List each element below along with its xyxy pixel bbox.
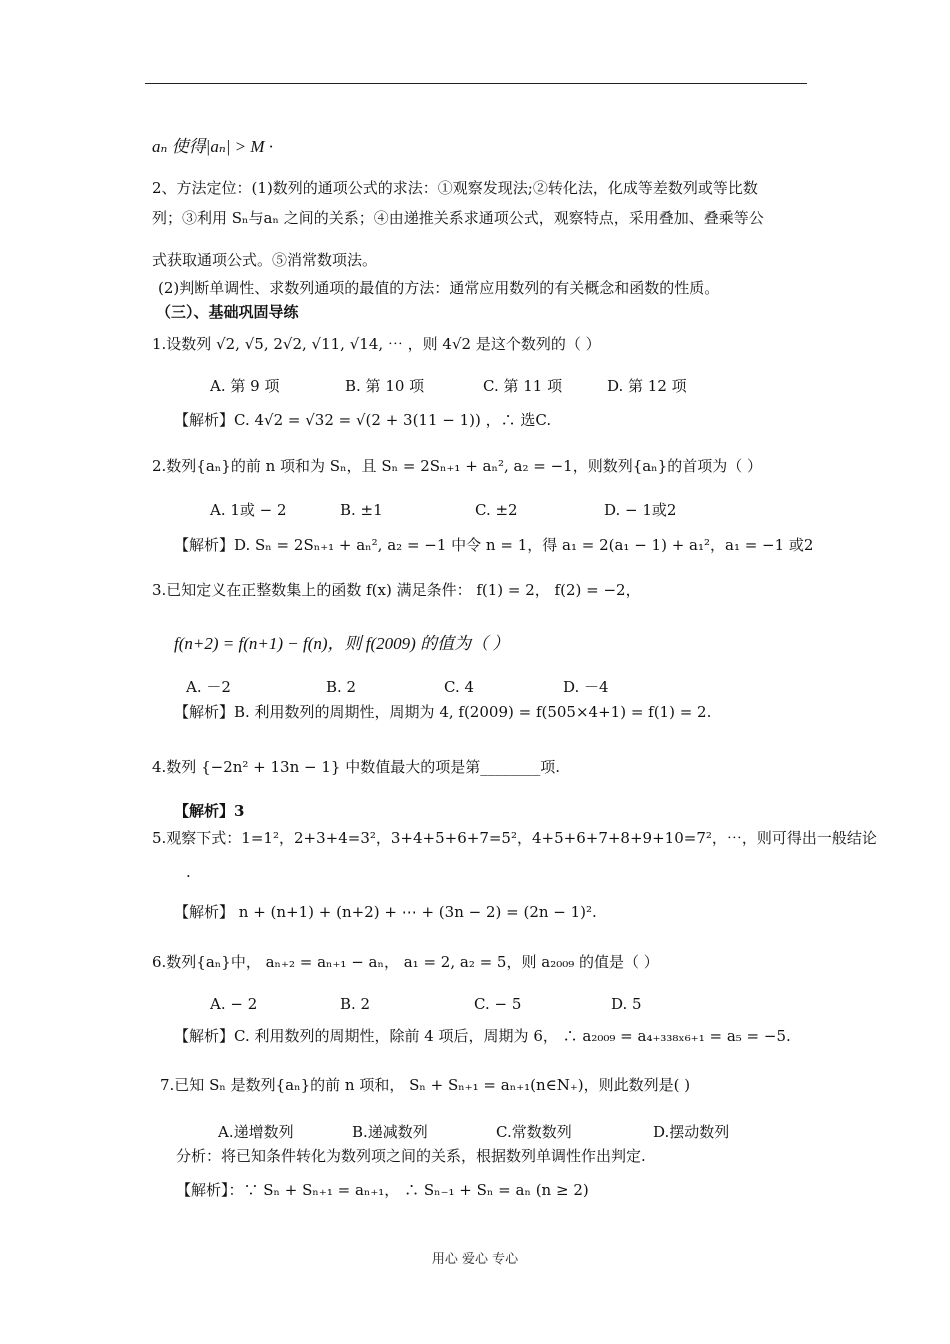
- q7-option-d: D.摆动数列: [653, 1123, 730, 1141]
- section-title: （三）、基础巩固导练: [156, 303, 299, 321]
- q1-option-c: C. 第 11 项: [483, 377, 563, 395]
- q2-option-a: A. 1或 − 2: [210, 501, 287, 519]
- q3-solution: 【解析】B. 利用数列的周期性，周期为 4, f(2009) = f(505×4+1) = f(1) = 2.: [174, 703, 712, 721]
- q3-option-d: D. －4: [563, 678, 609, 696]
- page-footer: 用心 爱心 专心: [431, 1252, 519, 1267]
- q3-option-a: A. －2: [186, 678, 231, 696]
- method-line-2: 列；③利用 Sₙ与aₙ 之间的关系；④由递推关系求通项公式，观察特点，采用叠加、叠乘等公: [152, 209, 764, 227]
- header-rule: [145, 83, 807, 84]
- q7-option-a: A.递增数列: [218, 1123, 294, 1141]
- top-formula: aₙ 使得|aₙ| > M ·: [152, 137, 274, 156]
- question-5-line-1: 5.观察下式：1=1²，2+3+4=3²，3+4+5+6+7=5²，4+5+6+7+8+9+10=7²，⋯，则可得出一般结论: [152, 829, 877, 847]
- q3-option-c: C. 4: [444, 678, 475, 696]
- q7-option-b: B.递减数列: [352, 1123, 428, 1141]
- q1-option-d: D. 第 12 项: [607, 377, 687, 395]
- q1-option-b: B. 第 10 项: [345, 377, 425, 395]
- question-3-line-1: 3.已知定义在正整数集上的函数 f(x) 满足条件： f(1) = 2， f(2) = −2，: [152, 581, 641, 599]
- q6-solution: 【解析】C. 利用数列的周期性，除前 4 项后，周期为 6， ∴ a₂₀₀₉ = a₄₊₃₃₈ₓ₆₊₁ = a₅ = −5.: [174, 1027, 791, 1045]
- question-6: 6.数列{aₙ}中， aₙ₊₂ = aₙ₊₁ − aₙ， a₁ = 2, a₂ = 5，则 a₂₀₀₉ 的值是（ ）: [152, 953, 659, 971]
- q4-solution: 【解析】3: [174, 802, 245, 820]
- q2-option-c: C. ±2: [475, 501, 518, 519]
- q6-option-d: D. 5: [611, 995, 642, 1013]
- q7-option-c: C.常数数列: [496, 1123, 572, 1141]
- question-4: 4.数列 {−2n² + 13n − 1} 中数值最大的项是第________项.: [152, 758, 560, 776]
- q7-analysis: 分析：将已知条件转化为数列项之间的关系，根据数列单调性作出判定.: [176, 1147, 646, 1165]
- q6-option-b: B. 2: [340, 995, 371, 1013]
- q7-solution: 【解析】：∵ Sₙ + Sₙ₊₁ = aₙ₊₁， ∴ Sₙ₋₁ + Sₙ = aₙ (n ≥ 2): [176, 1181, 589, 1199]
- method-line-1: 2、方法定位：(1)数列的通项公式的求法：①观察发现法;②转化法，化成等差数列或等比数: [152, 179, 758, 197]
- q2-option-d: D. − 1或2: [604, 501, 677, 519]
- question-1: 1.设数列 √2, √5, 2√2, √11, √14, ⋯ ，则 4√2 是这个数列的（ ）: [152, 335, 601, 353]
- q3-option-b: B. 2: [326, 678, 357, 696]
- method-line-3: 式获取通项公式。⑤消常数项法。: [152, 251, 378, 269]
- question-3-line-2: f(n+2) = f(n+1) − f(n)，则 f(2009) 的值为（ ）: [174, 634, 510, 653]
- q2-solution: 【解析】D. Sₙ = 2Sₙ₊₁ + aₙ², a₂ = −1 中令 n = 1，得 a₁ = 2(a₁ − 1) + a₁²，a₁ = −1 或2: [174, 536, 814, 554]
- q2-option-b: B. ±1: [340, 501, 383, 519]
- q6-option-a: A. − 2: [210, 995, 258, 1013]
- q5-solution: 【解析】 n + (n+1) + (n+2) + ⋯ + (3n − 2) = (2n − 1)².: [174, 903, 597, 921]
- question-5-line-2: .: [186, 863, 191, 881]
- q6-option-c: C. − 5: [474, 995, 522, 1013]
- method-line-4: (2)判断单调性、求数列通项的最值的方法：通常应用数列的有关概念和函数的性质。: [158, 279, 720, 297]
- question-7: 7.已知 Sₙ 是数列{aₙ}的前 n 项和， Sₙ + Sₙ₊₁ = aₙ₊₁(n∈N₊)，则此数列是( ): [160, 1076, 691, 1094]
- q1-solution: 【解析】C. 4√2 = √32 = √(2 + 3(11 − 1)) ，∴ 选C.: [174, 411, 552, 429]
- question-2: 2.数列{aₙ}的前 n 项和为 Sₙ，且 Sₙ = 2Sₙ₊₁ + aₙ², a₂ = −1，则数列{aₙ}的首项为（ ）: [152, 457, 762, 475]
- q1-option-a: A. 第 9 项: [210, 377, 280, 395]
